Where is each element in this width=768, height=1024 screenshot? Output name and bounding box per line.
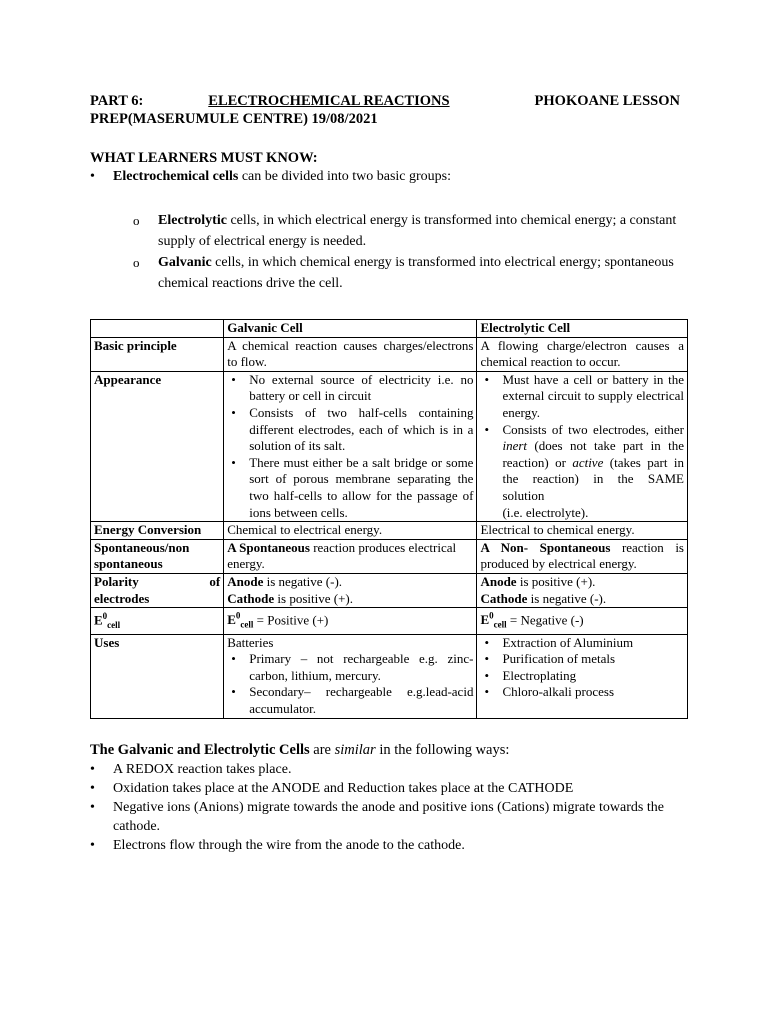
electrolytic-appearance-list — [480, 372, 684, 521]
col-header-electrolytic: Electrolytic Cell — [477, 320, 688, 338]
cell-text: A chemical reaction causes charges/electrons to flow. — [224, 337, 477, 371]
section-title: WHAT LEARNERS MUST KNOW: — [90, 150, 318, 166]
list-item: • Negative ions (Anions) migrate towards the anode and positive ions (Cations) migrate towards the cathode. — [90, 798, 680, 836]
group-electrolytic: o Electrolytic cells, in which electrical energy is transformed into chemical energy; a constant supply of electrical energy is needed. — [133, 210, 680, 252]
list-item: • Secondary– rechargeable e.g.lead-acid accumulator. — [227, 684, 473, 717]
table-row — [91, 371, 688, 521]
row-label: Spontaneous/non spontaneous — [91, 539, 224, 573]
list-item: • Consists of two half-cells containing different electrodes, each of which is in a solution of its salt. — [227, 405, 473, 455]
part-number: PART 6: — [90, 93, 144, 109]
table-header-row — [91, 320, 688, 338]
row-label: Uses — [91, 634, 224, 718]
table-row — [91, 522, 688, 540]
cell-text: $E^0_{cell}$ = Negative (-) — [477, 608, 688, 635]
document-page — [90, 92, 684, 855]
list-item: • Oxidation takes place at the ANODE and Reduction takes place at the CATHODE — [90, 779, 680, 798]
list-item: • There must either be a salt bridge or some sort of porous membrane separating the two half-cells to allow for the passage of ions between cells. — [227, 455, 473, 521]
intro-item: • Electrochemical cells can be divided into two basic groups: — [90, 167, 680, 186]
similar-heading: The Galvanic and Electrolytic Cells are similar in the following ways: — [90, 741, 510, 758]
list-item: • A REDOX reaction takes place. — [90, 760, 680, 779]
cell-text: A flowing charge/electron causes a chemical reaction to occur. — [477, 337, 688, 371]
galvanic-uses-list — [227, 651, 473, 717]
cell-text: Batteries — [227, 634, 274, 650]
comparison-table — [90, 319, 688, 719]
table-row — [91, 539, 688, 573]
row-label: Appearance — [91, 371, 224, 521]
row-label: $E^0_{cell}$ — [91, 608, 224, 635]
cell-text: Anode is negative (-). Cathode is positive (+). — [224, 573, 477, 607]
list-item: • No external source of electricity i.e. no battery or cell in circuit — [227, 372, 473, 405]
list-item: • Electroplating — [480, 668, 684, 685]
cell-text: Electrical to chemical energy. — [477, 522, 688, 540]
intro-list — [90, 167, 680, 186]
similarities-list — [90, 760, 680, 855]
list-item: • Must have a cell or battery in the external circuit to supply electrical energy. — [480, 372, 684, 422]
list-item: • Primary – not rechargeable e.g. zinc-carbon, lithium, mercury. — [227, 651, 473, 684]
author-text: PHOKOANE LESSON — [534, 93, 680, 109]
cell-groups-list — [133, 210, 680, 294]
list-item: • Extraction of Aluminium — [480, 635, 684, 652]
table-row — [91, 608, 688, 635]
table-row — [91, 337, 688, 371]
col-header-galvanic: Galvanic Cell — [224, 320, 477, 338]
cell-text: Anode is positive (+). Cathode is negative (-). — [477, 573, 688, 607]
list-item: • Consists of two electrodes, either inert (does not take part in the reaction) or active (takes part in the reaction) in the SAME solution (i.e. electrolyte). — [480, 422, 684, 522]
cell-text: A Spontaneous reaction produces electrical energy. — [224, 539, 477, 573]
list-item: • Chloro-alkali process — [480, 684, 684, 701]
table-row — [91, 573, 688, 607]
header-line-2: PREP(MASERUMULE CENTRE) 19/08/2021 — [90, 111, 378, 127]
cell-text: $E^0_{cell}$ = Positive (+) — [224, 608, 477, 635]
group-galvanic: o Galvanic cells, in which chemical energy is transformed into electrical energy; spontaneous chemical reactions drive the cell. — [133, 252, 680, 294]
row-label: Polarity of electrodes — [91, 573, 224, 607]
list-item: • Purification of metals — [480, 651, 684, 668]
galvanic-appearance-list — [227, 372, 473, 521]
electrolytic-uses-list — [480, 635, 684, 701]
list-item: • Electrons flow through the wire from the anode to the cathode. — [90, 836, 680, 855]
cell-text: A Non- Spontaneous reaction is produced by electrical energy. — [477, 539, 688, 573]
document-header — [90, 92, 680, 128]
cell-text: Chemical to electrical energy. — [224, 522, 477, 540]
table-row — [91, 634, 688, 718]
row-label: Energy Conversion — [91, 522, 224, 540]
row-label: Basic principle — [91, 337, 224, 371]
topic-title: ELECTROCHEMICAL REACTIONS — [208, 93, 450, 109]
